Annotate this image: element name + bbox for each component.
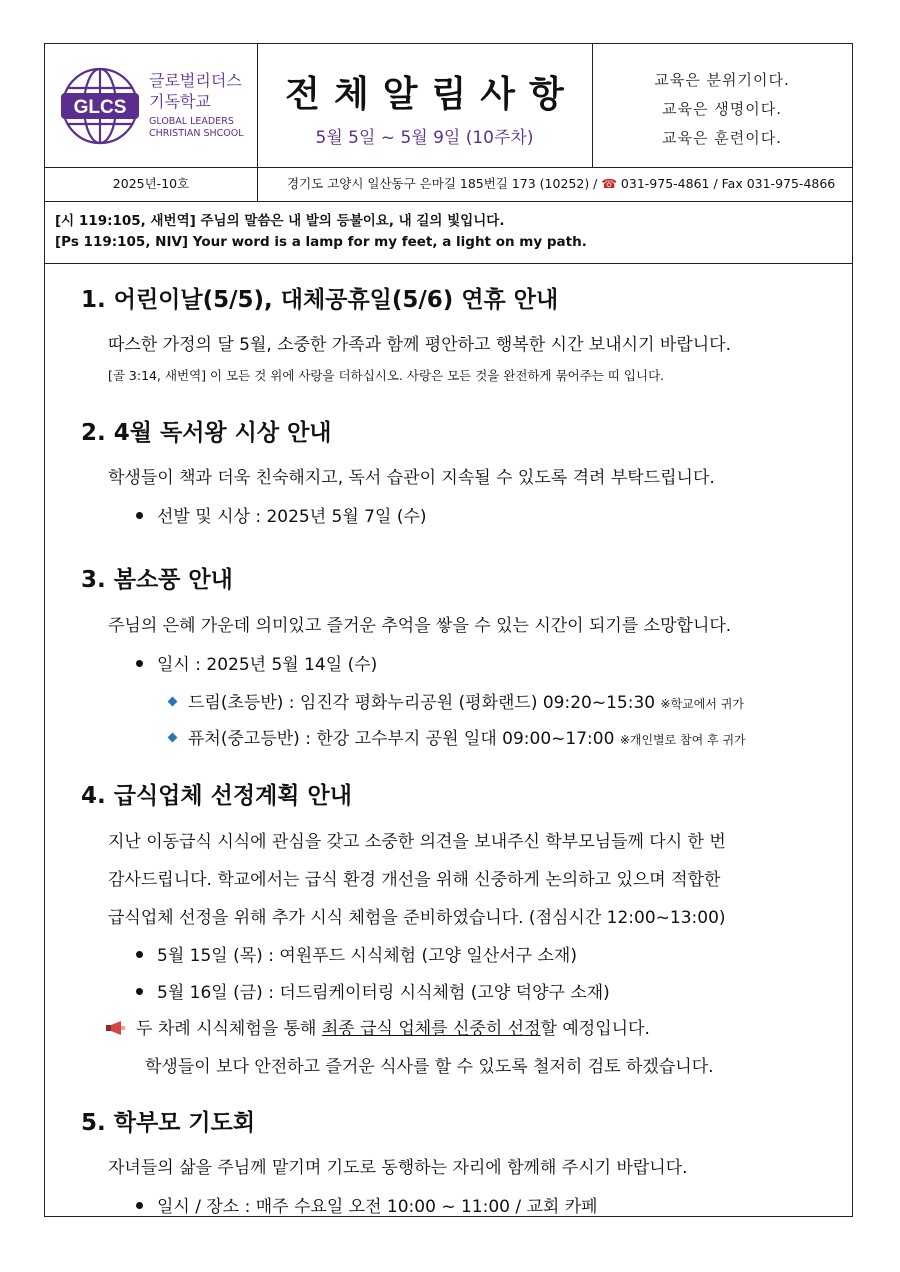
list-item: 5월 16일 (금) : 더드림케이터링 시식체험 (고양 덕양구 소재) bbox=[136, 978, 610, 1003]
notice-line: 학생들이 보다 안전하고 즐거운 식사를 할 수 있도록 철저히 검토 하겠습니다. bbox=[145, 1057, 714, 1077]
list-item: 5월 15일 (목) : 여원푸드 시식체험 (고양 일산서구 소재) bbox=[136, 941, 577, 966]
title-block bbox=[257, 44, 593, 167]
header bbox=[45, 44, 852, 168]
phone-icon: ☎ bbox=[601, 176, 617, 191]
verse-english: [Ps 119:105, NIV] Your word is a lamp for my feet, a light on my path. bbox=[55, 234, 587, 250]
section-text: 따스한 가정의 달 5월, 소중한 가족과 함께 평안하고 행복한 시간 보내시기 바랍니다. bbox=[108, 335, 731, 355]
motto-line: 교육은 생명이다. bbox=[662, 100, 782, 118]
school-name-korean: 글로벌리더스 기독학교 bbox=[149, 71, 242, 111]
section-title: 3. 봄소풍 안내 bbox=[81, 567, 233, 593]
sub-list-item: 드림(초등반) : 임진각 평화누리공원 (평화랜드) 09:20~15:30 ※학교에서 귀가 bbox=[169, 688, 744, 713]
section-text: 급식업체 선정을 위해 추가 시식 체험을 준비하였습니다. (점심시간 12:00~13:00) bbox=[108, 908, 726, 928]
motto-line: 교육은 훈련이다. bbox=[662, 129, 782, 147]
info-row bbox=[45, 167, 852, 202]
section-text: 감사드립니다. 학교에서는 급식 환경 개선을 위해 신중하게 논의하고 있으며 적합한 bbox=[108, 870, 721, 890]
motto-line: 교육은 분위기이다. bbox=[654, 71, 790, 89]
section-text: 주님의 은혜 가운데 의미있고 즐거운 추억을 쌓을 수 있는 시간이 되기를 소망합니다. bbox=[108, 616, 732, 636]
school-logo-block bbox=[45, 44, 258, 167]
sub-list-item: 퓨처(중고등반) : 한강 고수부지 공원 일대 09:00~17:00 ※개인별로 참여 후 귀가 bbox=[169, 724, 746, 749]
issue-number: 2025년-10호 bbox=[45, 167, 258, 201]
school-name-english: GLOBAL LEADERS CHRISTIAN SHCOOL bbox=[149, 116, 244, 139]
week-range: 5월 5일 ~ 5월 9일 (10주차) bbox=[315, 128, 534, 148]
section-title: 1. 어린이날(5/5), 대체공휴일(5/6) 연휴 안내 bbox=[81, 287, 559, 313]
notice-sheet bbox=[44, 43, 853, 1217]
address: 경기도 고양시 일산동구 은마길 185번길 173 (10252) / bbox=[287, 176, 602, 191]
bible-verse bbox=[45, 201, 852, 264]
megaphone-icon bbox=[106, 1020, 126, 1034]
section-verse: [골 3:14, 새번역] 이 모든 것 위에 사랑을 더하십시오. 사랑은 모든 것을 완전하게 묶어주는 띠 입니다. bbox=[108, 368, 665, 383]
list-item: 일시 : 2025년 5월 14일 (수) bbox=[136, 650, 377, 675]
section-title: 4. 급식업체 선정계획 안내 bbox=[81, 783, 352, 809]
verse-korean: [시 119:105, 새번역] 주님의 말씀은 내 발의 등불이요, 내 길의 빛입니다. bbox=[55, 213, 505, 229]
section-title: 5. 학부모 기도회 bbox=[81, 1110, 256, 1136]
svg-text:GLCS: GLCS bbox=[73, 97, 127, 118]
section-text: 자녀들의 삶을 주님께 맡기며 기도로 동행하는 자리에 함께해 주시기 바랍니다. bbox=[108, 1158, 688, 1178]
phone-fax: 031-975-4861 / Fax 031-975-4866 bbox=[620, 176, 836, 191]
globe-logo-icon bbox=[59, 62, 141, 150]
list-item: 일시 / 장소 : 매주 수요일 오전 10:00 ~ 11:00 / 교회 카페 bbox=[136, 1192, 598, 1217]
section-text: 지난 이동급식 시식에 관심을 갖고 소중한 의견을 보내주신 학부모님들께 다시 한 번 bbox=[108, 832, 726, 852]
section-text: 학생들이 책과 더욱 친숙해지고, 독서 습관이 지속될 수 있도록 격려 부탁드립니다. bbox=[108, 468, 715, 488]
section-title: 2. 4월 독서왕 시상 안내 bbox=[81, 420, 332, 446]
list-item: 선발 및 시상 : 2025년 5월 7일 (수) bbox=[136, 502, 427, 527]
diamond-bullet-icon bbox=[168, 696, 178, 706]
diamond-bullet-icon bbox=[168, 732, 178, 742]
notice-line: 두 차례 시식체험을 통해 최종 급식 업체를 신중히 선정할 예정입니다. bbox=[106, 1014, 650, 1039]
motto-block bbox=[592, 44, 852, 167]
contact-line bbox=[257, 167, 852, 201]
page-title: 전체알림사항 bbox=[285, 74, 578, 115]
